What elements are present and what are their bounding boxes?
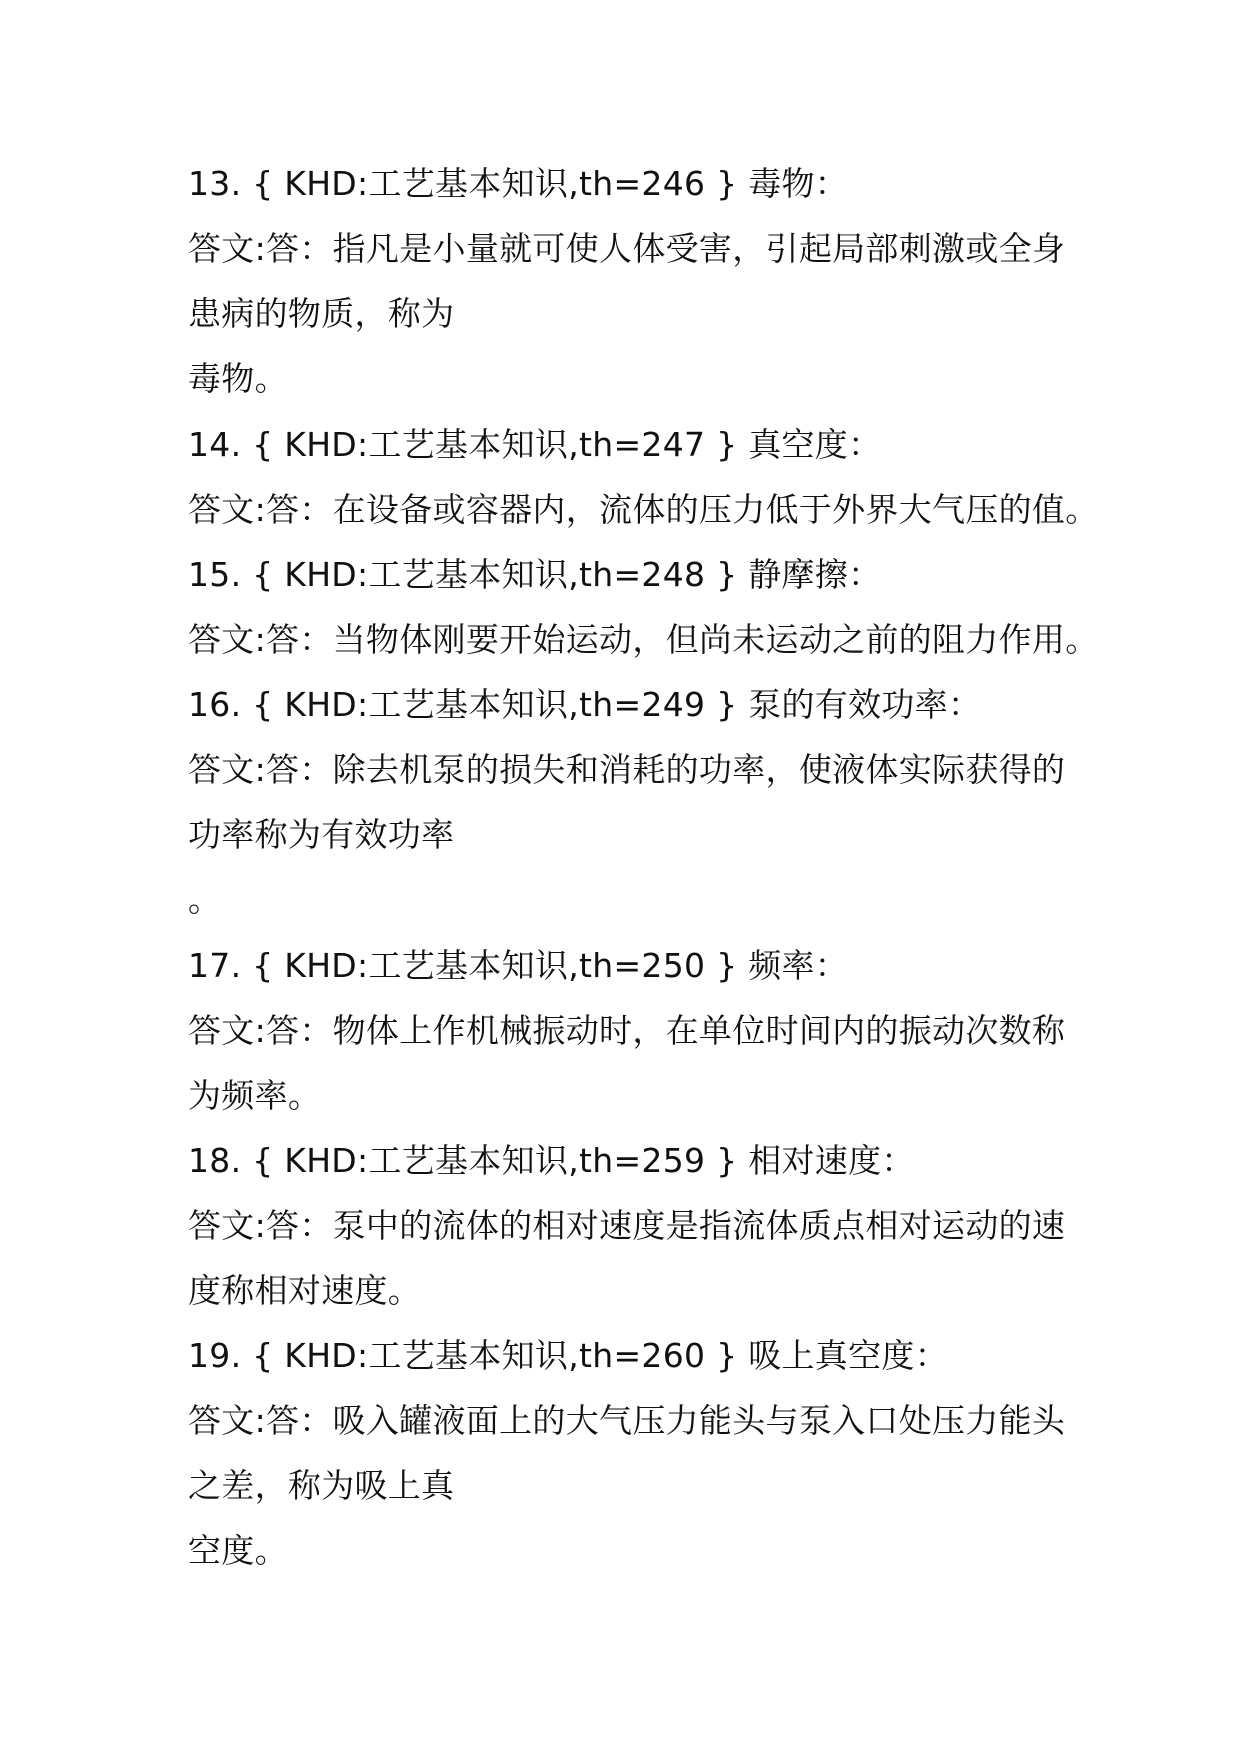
answer-18-line-1: 答文:答：泵中的流体的相对速度是指流体质点相对运动的速 — [188, 1206, 1066, 1245]
question-17-title: 17. { KHD:工艺基本知识,th=250 } 频率： — [188, 946, 849, 985]
answer-15-line-1: 答文:答：当物体刚要开始运动，但尚未运动之前的阻力作用。 — [188, 620, 1099, 659]
answer-16-line-2: 功率称为有效功率 — [188, 815, 455, 854]
answer-13-line-3: 毒物。 — [188, 359, 288, 398]
answer-13-line-1: 答文:答：指凡是小量就可使人体受害，引起局部刺激或全身 — [188, 229, 1066, 268]
question-19-title: 19. { KHD:工艺基本知识,th=260 } 吸上真空度： — [188, 1336, 948, 1375]
answer-19-line-1: 答文:答：吸入罐液面上的大气压力能头与泵入口处压力能头 — [188, 1401, 1066, 1440]
answer-14-line-1: 答文:答：在设备或容器内，流体的压力低于外界大气压的值。 — [188, 490, 1099, 529]
question-13-title: 13. { KHD:工艺基本知识,th=246 } 毒物： — [188, 164, 849, 203]
question-16-title: 16. { KHD:工艺基本知识,th=249 } 泵的有效功率： — [188, 685, 982, 724]
question-14-title: 14. { KHD:工艺基本知识,th=247 } 真空度： — [188, 425, 882, 464]
answer-19-line-2: 之差，称为吸上真 — [188, 1466, 455, 1505]
question-15-title: 15. { KHD:工艺基本知识,th=248 } 静摩擦： — [188, 555, 882, 594]
answer-19-line-3: 空度。 — [188, 1531, 288, 1570]
answer-17-line-2: 为频率。 — [188, 1076, 322, 1115]
answer-17-line-1: 答文:答：物体上作机械振动时，在单位时间内的振动次数称 — [188, 1011, 1066, 1050]
answer-13-line-2: 患病的物质，称为 — [188, 294, 455, 333]
question-18-title: 18. { KHD:工艺基本知识,th=259 } 相对速度： — [188, 1141, 915, 1180]
answer-16-line-3: 。 — [188, 880, 222, 919]
answer-18-line-2: 度称相对速度。 — [188, 1271, 422, 1310]
answer-16-line-1: 答文:答：除去机泵的损失和消耗的功率，使液体实际获得的 — [188, 750, 1066, 789]
